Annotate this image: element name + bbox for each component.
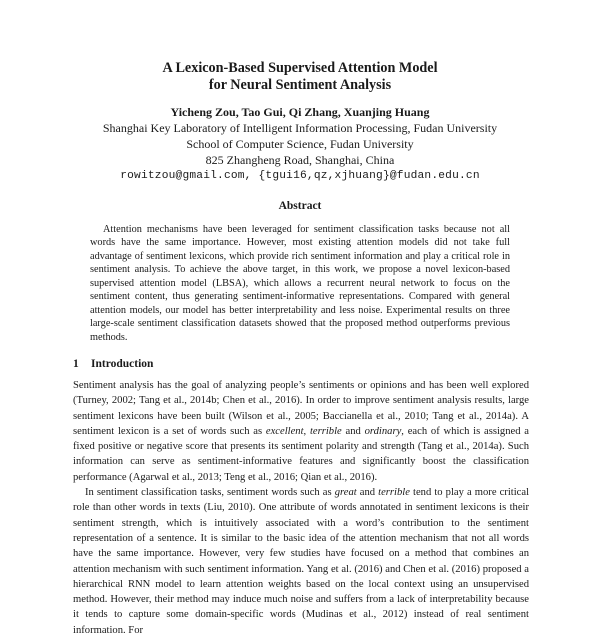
section-title: Introduction [91,358,154,370]
affiliation-line-1: Shanghai Key Laboratory of Intelligent Information Processing, Fudan University [102,121,498,135]
affiliation-line-2: School of Computer Science, Fudan University [186,137,414,151]
italic-term: terrible [378,487,410,499]
paragraph-text: tend to play a more critical role than other words in texts (Liu, 2010). One attribute of words annotated in sentiment lexicons is their sentiment strength, which is intuitively associated with a word’s contribution to the sentiment representation of a sentence. It is similar to the basic idea of the attention mechanism that not all words have the same importance. However, very few studies have focused on a method that combines an attention mechanism with such sentiment information. Yang et al. (2016) and Chen et al. (2016) proposed a hierarchical RNN model to learn attention weights based on the local context using an unsupervised method. However, their method may induce much noise and suffers from a lack of interpretability because it tends to capture some domain-specific words (Mudinas et al., 2012) instead of real sentiment information. For [73,487,530,636]
italic-term: ordinary [364,425,402,437]
author-names: Yicheng Zou, Tao Gui, Qi Zhang, Xuanjing Huang [170,105,430,119]
paragraph-text: and [341,425,365,437]
italic-term: excellent [265,425,304,437]
title-line-2: for Neural Sentiment Analysis [208,77,392,93]
introduction-paragraph-2 [73,485,529,638]
section-heading-introduction [73,358,153,370]
author-block [0,104,600,184]
paragraph-text: , [303,425,310,437]
section-number: 1 [73,358,79,370]
author-emails: rowitzou@gmail.com, {tgui16,qz,xjhuang}@fudan.edu.cn [120,170,480,182]
paragraph-text: Sentiment analysis has the goal of analyzing people’s sentiments or opinions and has been well explored (Turney, 2002; Tang et al., 2014b; Chen et al., 2016). In order to improve sentiment analysis results, large sentiment lexicons have been built (Wilson et al., 2005; Baccianella et al., 2010; Tang et al., 2014a). A sentiment lexicon is a set of words such as [73,380,529,437]
affiliation-line-3: 825 Zhangheng Road, Shanghai, China [205,153,395,167]
paragraph-text: In sentiment classification tasks, sentiment words such as [85,487,335,499]
introduction-body [73,378,529,638]
paper-title [0,60,600,94]
introduction-paragraph-1 [73,378,529,485]
paragraph-text: , each of which is assigned a fixed positive or negative score that presents its sentiment polarity and strength (Tang et al., 2014a). Such information can serve as sentiment-informative features and significantly boost the classification performance (Agarwal et al., 2013; Teng et al., 2016; Qian et al., 2016). [73,425,529,483]
italic-term: terrible [309,425,342,437]
paragraph-text: and [356,487,379,499]
abstract-text: Attention mechanisms have been leveraged for sentiment classification tasks because not all words have the same importance. However, most existing attention models did not take full advantage of sentiment lexicons, which provide rich sentiment information and play a critical role in sentiment analysis. To achieve the above target, in this work, we propose a novel lexicon-based supervised attention model (LBSA), which allows a recurrent neural network to focus on the sentiment content, thus generating sentiment-informative representations. Compared with general attention models, our model has better interpretability and less noise. Experimental results on three large-scale sentiment classification datasets showed that the proposed method outperforms previous methods. [90,224,510,343]
abstract-heading: Abstract [278,200,322,212]
italic-term: great [334,487,357,499]
title-line-1: A Lexicon-Based Supervised Attention Model [162,60,438,76]
